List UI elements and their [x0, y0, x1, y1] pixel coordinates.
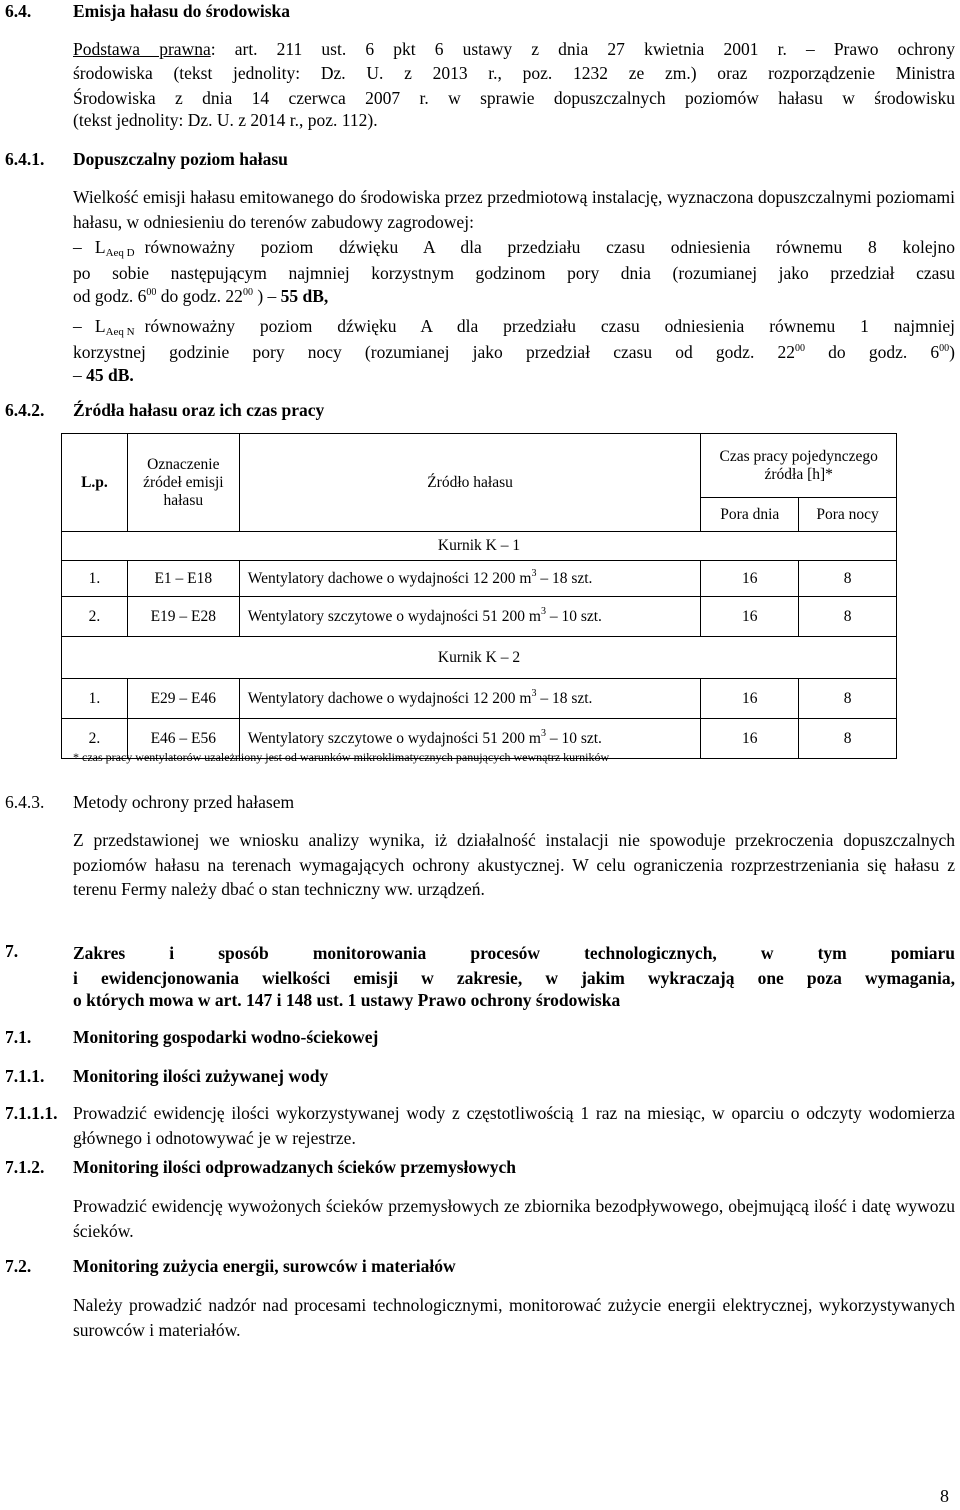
limit-value: 55 dB,	[280, 286, 329, 306]
table-footnote: * czas pracy wentylatorów uzależniony jest od warunków mikroklimatycznych panujących wewnątrz kurników	[73, 750, 610, 764]
paragraph: Wielkość emisji hałasu emitowanego do środowiska przez przedmiotową instalację, wyznaczona dopuszczalnymi poziomami hałasu, w odniesieniu do terenów zabudowy zagrodowej:	[73, 187, 955, 232]
legal-basis-line: Środowiska z dnia 14 czerwca 2007 r. w sprawie dopuszczalnych poziomów hałasu w środowisku	[73, 88, 955, 108]
paragraph: Prowadzić ewidencję ilości wykorzystywanej wody z częstotliwością 1 raz na miesiąc, w oparciu o odczyty wodomierza głównego i odnotowywać je w rejestrze.	[73, 1103, 955, 1148]
header-source: Źródło hałasu	[239, 434, 701, 532]
section-title: Dopuszczalny poziom hałasu	[73, 149, 288, 169]
section-number: 6.4.	[5, 1, 32, 21]
section-title: Monitoring gospodarki wodno-ściekowej	[73, 1027, 379, 1047]
section-number: 7.1.1.	[5, 1066, 45, 1086]
group-title: Kurnik K – 2	[62, 637, 897, 679]
header-lp: L.p.	[62, 434, 128, 532]
limit-day-item: – $L_{Aeq D}$ równoważny poziom dźwięku A dla przedziału czasu odniesienia równemu 8 kolejno	[73, 237, 955, 259]
section-title: Monitoring zużycia energii, surowców i materiałów	[73, 1256, 456, 1276]
legal-basis-label: Podstawa prawna	[73, 39, 211, 59]
section-title: Źródła hałasu oraz ich czas pracy	[73, 400, 325, 420]
page-number: 8	[940, 1486, 949, 1506]
section-title-line: i ewidencjonowania wielkości emisji w zakresie, w jakim wykraczają one poza wymagania,	[73, 968, 955, 988]
header-worktime: Czas pracy pojedynczego źródła [h]*	[701, 434, 897, 498]
limit-day-line: od godz. $6^{00}$ do godz. $22^{00}$ ) – 55 dB,	[73, 286, 329, 306]
paragraph: Należy prowadzić nadzór nad procesami technologicznymi, monitorować zużycie energii elektrycznej, wykorzystywanych surowców i materiałów.	[73, 1295, 955, 1340]
section-title-line: Zakres i sposób monitorowania procesów technologicznych, w tym pomiaru	[73, 943, 955, 963]
section-number: 7.2.	[5, 1256, 32, 1276]
section-title: Monitoring ilości zużywanej wody	[73, 1066, 329, 1086]
section-title: Emisja hałasu do środowiska	[73, 1, 291, 21]
limit-night-item: – $L_{Aeq N}$ równoważny poziom dźwięku A dla przedziału czasu odniesienia równemu 1 najmniej	[73, 316, 955, 338]
section-number: 7.	[5, 941, 19, 961]
noise-sources-table	[61, 433, 897, 759]
section-title: Monitoring ilości odprowadzanych ścieków przemysłowych	[73, 1157, 517, 1177]
limit-value: 45 dB.	[86, 365, 134, 385]
section-number: 7.1.1.1.	[5, 1103, 58, 1123]
section-number: 6.4.1.	[5, 149, 45, 169]
legal-basis-line: Podstawa prawna: art. 211 ust. 6 pkt 6 ustawy z dnia 27 kwietnia 2001 r. – Prawo ochrony	[73, 39, 956, 59]
section-title: Metody ochrony przed hałasem	[73, 792, 295, 812]
header-designation: Oznaczenie źródeł emisji hałasu	[127, 434, 239, 532]
section-number: 6.4.3.	[5, 792, 45, 812]
paragraph: Z przedstawionej we wniosku analizy wynika, iż działalność instalacji nie spowoduje przekroczenia dopuszczalnych poziomów hałasu na terenach wymagających ochrony akustycznej. W celu ograniczenia rozprzestrzeniania się hałasu z terenu Fermy należy dbać o stan techniczny ww. urządzeń.	[73, 830, 955, 899]
paragraph: Prowadzić ewidencję wywożonych ścieków przemysłowych ze zbiornika bezodpływowego, obejmującą ilość i datę wywozu ścieków.	[73, 1196, 955, 1241]
legal-basis-line: środowiska (tekst jednolity: Dz. U. z 2013 r., poz. 1232 ze zm.) oraz rozporządzenie Ministra	[73, 63, 955, 83]
table-row: 1. E29 – E46 Wentylatory dachowe o wydajności 12 200 $m^3 - 18$ szt. 16 8	[62, 679, 897, 719]
table-row: 2. E19 – E28 Wentylatory szczytowe o wydajności 51 200 $m^3 - 10$ szt. 16 8	[62, 597, 897, 637]
legal-basis-line: (tekst jednolity: Dz. U. z 2014 r., poz. 112).	[73, 110, 378, 130]
section-title-line: o których mowa w art. 147 i 148 ust. 1 ustawy Prawo ochrony środowiska	[73, 990, 621, 1010]
limit-night-line: – 45 dB.	[73, 365, 134, 385]
section-number: 7.1.2.	[5, 1157, 45, 1177]
header-day: Pora dnia	[701, 498, 799, 532]
table-row: 1. E1 – E18 Wentylatory dachowe o wydajności 12 200 $m^3 - 18$ szt. 16 8	[62, 561, 897, 597]
section-number: 6.4.2.	[5, 400, 45, 420]
section-number: 7.1.	[5, 1027, 32, 1047]
header-night: Pora nocy	[799, 498, 897, 532]
table-row: 2. E46 – E56 Wentylatory szczytowe o wydajności 51 200 $m^3 - 10$ szt. 16 8	[62, 719, 897, 759]
limit-day-line: po sobie następującym najmniej korzystnym godzinom pory dnia (rozumianej jako przedział czasu	[73, 263, 955, 283]
group-title: Kurnik K – 1	[62, 532, 897, 561]
limit-night-line: korzystnej godzinie pory nocy (rozumianej jako przedział czasu od godz. $22^{00}$ do godz. $6^{00}$)	[73, 342, 955, 362]
